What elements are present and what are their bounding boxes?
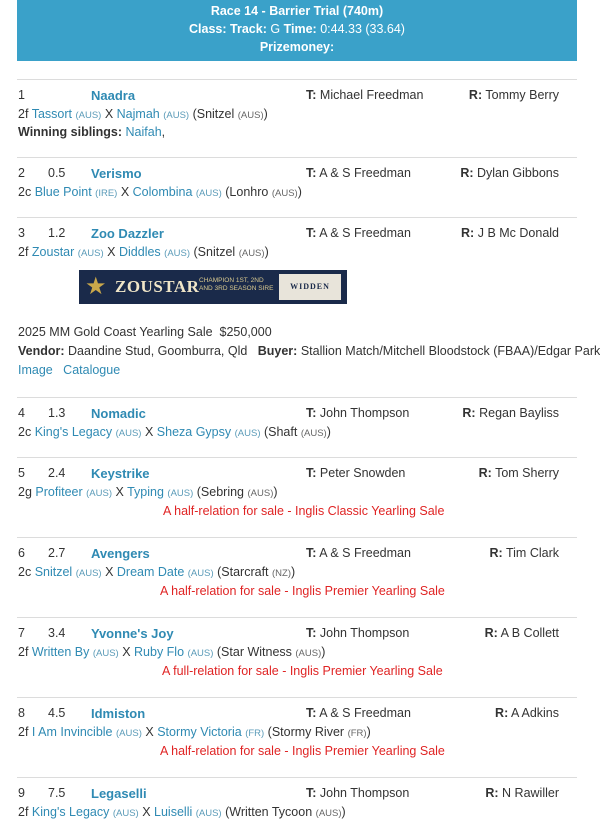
- sale-name: 2025 MM Gold Coast Yearling Sale: [18, 325, 213, 339]
- track-label: Track:: [230, 22, 267, 36]
- trainer-label: T:: [306, 706, 317, 720]
- winning-siblings: Winning siblings: Naifah,: [18, 125, 166, 139]
- pedigree: 2f King's Legacy (AUS) X Luiselli (AUS) (Written Tycoon (AUS)): [18, 805, 346, 819]
- country-code: (AUS): [115, 428, 142, 439]
- horse-name-link[interactable]: Legaselli: [91, 786, 147, 801]
- jockey-name: Tommy Berry: [485, 88, 559, 102]
- country-code: (AUS): [237, 110, 264, 121]
- stud-logo: WIDDEN: [279, 274, 341, 300]
- margin: 4.5: [48, 706, 66, 720]
- age-sex: 2f: [18, 245, 29, 259]
- trainer: [306, 466, 405, 480]
- horse-name-link[interactable]: Yvonne's Joy: [91, 626, 174, 641]
- country-code: (AUS): [75, 110, 102, 121]
- trainer-name: A & S Freedman: [319, 546, 411, 560]
- margin: 0.5: [48, 166, 66, 180]
- trainer-name: A & S Freedman: [319, 226, 411, 240]
- jockey-name: Tom Sherry: [495, 466, 559, 480]
- cross-x: X: [107, 245, 116, 259]
- runner-number: 6: [18, 546, 25, 560]
- sire-link[interactable]: Tassort: [31, 107, 72, 121]
- age-sex: 2f: [18, 725, 29, 739]
- country-code: (AUS): [195, 808, 222, 819]
- jockey-label: R:: [468, 88, 483, 102]
- banner-tagline: [199, 277, 273, 293]
- margin: 1.3: [48, 406, 66, 420]
- pedigree: 2f Tassort (AUS) X Najmah (AUS) (Snitzel (AUS)): [18, 107, 268, 121]
- jockey-label: R:: [478, 466, 492, 480]
- runner-number: 4: [18, 406, 25, 420]
- jockey-label: R:: [461, 226, 475, 240]
- age-sex: 2c: [18, 565, 32, 579]
- class-label: Class:: [189, 22, 227, 36]
- country-code: (AUS): [163, 110, 190, 121]
- relation-for-sale-link[interactable]: A half-relation for sale - Inglis Premier Yearling Sale: [160, 584, 445, 598]
- country-code: (AUS): [112, 808, 139, 819]
- country-code: (AUS): [195, 188, 222, 199]
- vendor-name: Daandine Stud, Goomburra, Qld: [68, 344, 248, 358]
- country-code: (FR): [347, 728, 367, 739]
- cross-x: X: [144, 425, 154, 439]
- country-code: (AUS): [271, 188, 298, 199]
- damsire: (Stormy River: [267, 725, 345, 739]
- sire-link[interactable]: I Am Invincible: [31, 725, 113, 739]
- trainer-name: Michael Freedman: [319, 88, 424, 102]
- sire-link[interactable]: King's Legacy: [31, 805, 110, 819]
- pedigree: 2f I Am Invincible (AUS) X Stormy Victoria (FR) (Stormy River (FR)): [18, 725, 371, 739]
- sire-link[interactable]: Zoustar: [31, 245, 75, 259]
- margin: 1.2: [48, 226, 66, 240]
- sire-link[interactable]: Blue Point: [34, 185, 92, 199]
- damsire: (Snitzel: [193, 245, 236, 259]
- race-title: Race 14 - Barrier Trial (740m): [210, 4, 384, 18]
- trainer-label: T:: [306, 406, 317, 420]
- runner-row: [17, 157, 577, 218]
- race-class-track-time: [17, 20, 577, 38]
- trainer: [306, 786, 409, 800]
- runner-number: 7: [18, 626, 25, 640]
- damsire: (Lonhro: [225, 185, 269, 199]
- damsire: (Snitzel: [192, 107, 235, 121]
- country-code: (AUS): [295, 648, 322, 659]
- damsire: (Written Tycoon: [225, 805, 313, 819]
- trainer-label: T:: [306, 466, 317, 480]
- dam-link[interactable]: Najmah: [116, 107, 160, 121]
- siblings-label: Winning siblings:: [18, 125, 123, 139]
- jockey-name: A Adkins: [511, 706, 559, 720]
- dam-link[interactable]: Luiselli: [154, 805, 193, 819]
- country-code: (AUS): [86, 488, 112, 499]
- jockey-label: R:: [484, 626, 498, 640]
- runner-number: 3: [18, 226, 25, 240]
- jockey-name: Tim Clark: [505, 546, 559, 560]
- track-value: G: [270, 22, 281, 36]
- damsire: (Sebring: [196, 485, 245, 499]
- sale-info: [18, 325, 272, 339]
- cross-x: X: [104, 107, 114, 121]
- dam-link[interactable]: Stormy Victoria: [157, 725, 242, 739]
- pedigree: 2f Zoustar (AUS) X Diddles (AUS) (Snitzel (AUS)): [18, 245, 269, 259]
- vendor-buyer: [18, 344, 600, 358]
- country-code: (IRE): [95, 188, 118, 199]
- age-sex: 2c: [18, 425, 32, 439]
- trainer-label: T:: [306, 546, 317, 560]
- pedigree: 2c Blue Point (IRE) X Colombina (AUS) (Lonhro (AUS)): [18, 185, 302, 199]
- country-code: (AUS): [300, 428, 327, 439]
- pedigree: 2c King's Legacy (AUS) X Sheza Gypsy (AUS) (Shaft (AUS)): [18, 425, 331, 439]
- country-code: (AUS): [247, 488, 274, 499]
- time-value: 0:44.33 (33.64): [320, 22, 405, 36]
- dam-link[interactable]: Typing: [127, 485, 164, 499]
- trainer-name: John Thompson: [319, 406, 410, 420]
- age-sex: 2c: [18, 185, 32, 199]
- runner-number: 1: [18, 88, 25, 102]
- jockey: [469, 88, 559, 102]
- buyer-name: Stallion Match/Mitchell Bloodstock (FBAA)/Edgar Park: [300, 344, 600, 358]
- runner-row: [17, 777, 577, 838]
- horse-name-link[interactable]: Nomadic: [91, 406, 146, 421]
- runner-row: [17, 617, 577, 698]
- jockey-name: J B Mc Donald: [477, 226, 559, 240]
- country-code: (FR): [245, 728, 265, 739]
- horse-name-link[interactable]: Naadra: [91, 88, 136, 103]
- age-sex: 2f: [18, 805, 29, 819]
- jockey: [490, 546, 559, 560]
- jockey: [495, 706, 559, 720]
- horse-name-link[interactable]: Idmiston: [91, 706, 146, 721]
- trainer-name: John Thompson: [319, 626, 410, 640]
- trainer-label: T:: [306, 786, 317, 800]
- jockey-label: R:: [462, 406, 476, 420]
- banner-tagline-1: CHAMPION 1ST, 2ND: [199, 277, 264, 284]
- dam-link[interactable]: Sheza Gypsy: [156, 425, 232, 439]
- margin: 7.5: [48, 786, 66, 800]
- runner-row: [17, 79, 577, 158]
- jockey: [485, 626, 559, 640]
- runner-row: [17, 537, 577, 618]
- cross-x: X: [105, 565, 114, 579]
- country-code: (AUS): [75, 568, 102, 579]
- relation-for-sale-link[interactable]: A half-relation for sale - Inglis Classic Yearling Sale: [163, 504, 445, 518]
- runner-row: [17, 217, 600, 398]
- runner-number: 2: [18, 166, 25, 180]
- runner-row: [17, 397, 577, 458]
- country-code: (AUS): [92, 648, 119, 659]
- star-icon: ★: [85, 273, 107, 300]
- country-code: (AUS): [116, 728, 142, 739]
- horse-name-link[interactable]: Avengers: [91, 546, 150, 561]
- damsire: (Starcraft: [217, 565, 269, 579]
- country-code: (AUS): [187, 568, 214, 579]
- jockey-label: R:: [495, 706, 509, 720]
- trainer-label: T:: [306, 626, 317, 640]
- sire-link[interactable]: Snitzel: [34, 565, 73, 579]
- jockey-label: R:: [460, 166, 474, 180]
- trainer-name: A & S Freedman: [319, 706, 411, 720]
- relation-for-sale-link[interactable]: A half-relation for sale - Inglis Premier Yearling Sale: [160, 744, 445, 758]
- cross-x: X: [120, 185, 130, 199]
- country-code: (AUS): [164, 248, 191, 259]
- banner-tagline-2: AND 3RD SEASON SIRE: [199, 285, 274, 292]
- banner-brand: ZOUSTAR: [115, 277, 200, 296]
- prizemoney-label: Prizemoney:: [259, 40, 335, 54]
- jockey: [461, 226, 559, 240]
- pedigree: 2f Written By (AUS) X Ruby Flo (AUS) (Star Witness (AUS)): [18, 645, 326, 659]
- pedigree: 2g Profiteer (AUS) X Typing (AUS) (Sebring (AUS)): [18, 485, 278, 499]
- cross-x: X: [115, 485, 124, 499]
- age-sex: 2f: [18, 645, 29, 659]
- margin: 3.4: [48, 626, 66, 640]
- sale-links: [18, 363, 120, 377]
- vendor-label: Vendor:: [18, 344, 65, 358]
- damsire: (Star Witness: [216, 645, 292, 659]
- trainer: [306, 88, 423, 102]
- buyer-label: Buyer:: [257, 344, 298, 358]
- trainer-label: T:: [306, 226, 317, 240]
- country-code: (AUS): [77, 248, 104, 259]
- trainer: [306, 226, 411, 240]
- dam-link[interactable]: Colombina: [132, 185, 193, 199]
- trainer-name: A & S Freedman: [319, 166, 411, 180]
- country-code: (NZ): [272, 568, 292, 579]
- jockey: [462, 406, 559, 420]
- trainer: [306, 706, 411, 720]
- horse-name-link[interactable]: Keystrike: [91, 466, 150, 481]
- sire-advertisement-banner[interactable]: [79, 270, 347, 304]
- damsire: (Shaft: [263, 425, 298, 439]
- cross-x: X: [122, 645, 131, 659]
- runner-number: 8: [18, 706, 25, 720]
- runner-number: 5: [18, 466, 25, 480]
- margin: 2.4: [48, 466, 66, 480]
- trainer: [306, 166, 411, 180]
- sire-link[interactable]: Written By: [31, 645, 90, 659]
- jockey-name: Dylan Gibbons: [477, 166, 559, 180]
- runner-row: [17, 457, 577, 538]
- jockey-name: N Rawiller: [502, 786, 559, 800]
- sibling-link[interactable]: Naifah: [125, 125, 162, 139]
- horse-name-link[interactable]: Verismo: [91, 166, 142, 181]
- horse-name-link[interactable]: Zoo Dazzler: [91, 226, 164, 241]
- jockey-label: R:: [489, 546, 503, 560]
- trainer-name: John Thompson: [319, 786, 410, 800]
- country-code: (AUS): [315, 808, 342, 819]
- country-code: (AUS): [167, 488, 194, 499]
- sire-link[interactable]: King's Legacy: [34, 425, 113, 439]
- trainer-label: T:: [306, 166, 317, 180]
- sire-link[interactable]: Profiteer: [35, 485, 83, 499]
- age-sex: 2g: [18, 485, 32, 499]
- jockey-name: Regan Bayliss: [479, 406, 559, 420]
- dam-link[interactable]: Dream Date: [116, 565, 185, 579]
- margin: 2.7: [48, 546, 66, 560]
- time-label: Time:: [283, 22, 317, 36]
- country-code: (AUS): [234, 428, 261, 439]
- trainer-name: Peter Snowden: [319, 466, 406, 480]
- jockey: [479, 466, 559, 480]
- runner-row: [17, 697, 577, 778]
- cross-x: X: [142, 805, 151, 819]
- sale-price: $250,000: [219, 325, 272, 339]
- trainer: [306, 406, 409, 420]
- jockey: [460, 166, 559, 180]
- country-code: (AUS): [187, 648, 214, 659]
- age-sex: 2f: [18, 107, 29, 121]
- trainer: [306, 546, 411, 560]
- jockey: [485, 786, 559, 800]
- race-header: [17, 0, 577, 61]
- country-code: (AUS): [238, 248, 265, 259]
- jockey-label: R:: [485, 786, 499, 800]
- trainer-label: T:: [306, 88, 317, 102]
- runner-number: 9: [18, 786, 25, 800]
- pedigree: 2c Snitzel (AUS) X Dream Date (AUS) (Starcraft (NZ)): [18, 565, 296, 579]
- image-link[interactable]: Image: [18, 363, 53, 377]
- jockey-name: A B Collett: [500, 626, 559, 640]
- dam-link[interactable]: Diddles: [118, 245, 161, 259]
- cross-x: X: [145, 725, 154, 739]
- relation-for-sale-link[interactable]: A full-relation for sale - Inglis Premier Yearling Sale: [162, 664, 443, 678]
- catalogue-link[interactable]: Catalogue: [63, 363, 121, 377]
- dam-link[interactable]: Ruby Flo: [134, 645, 185, 659]
- trainer: [306, 626, 409, 640]
